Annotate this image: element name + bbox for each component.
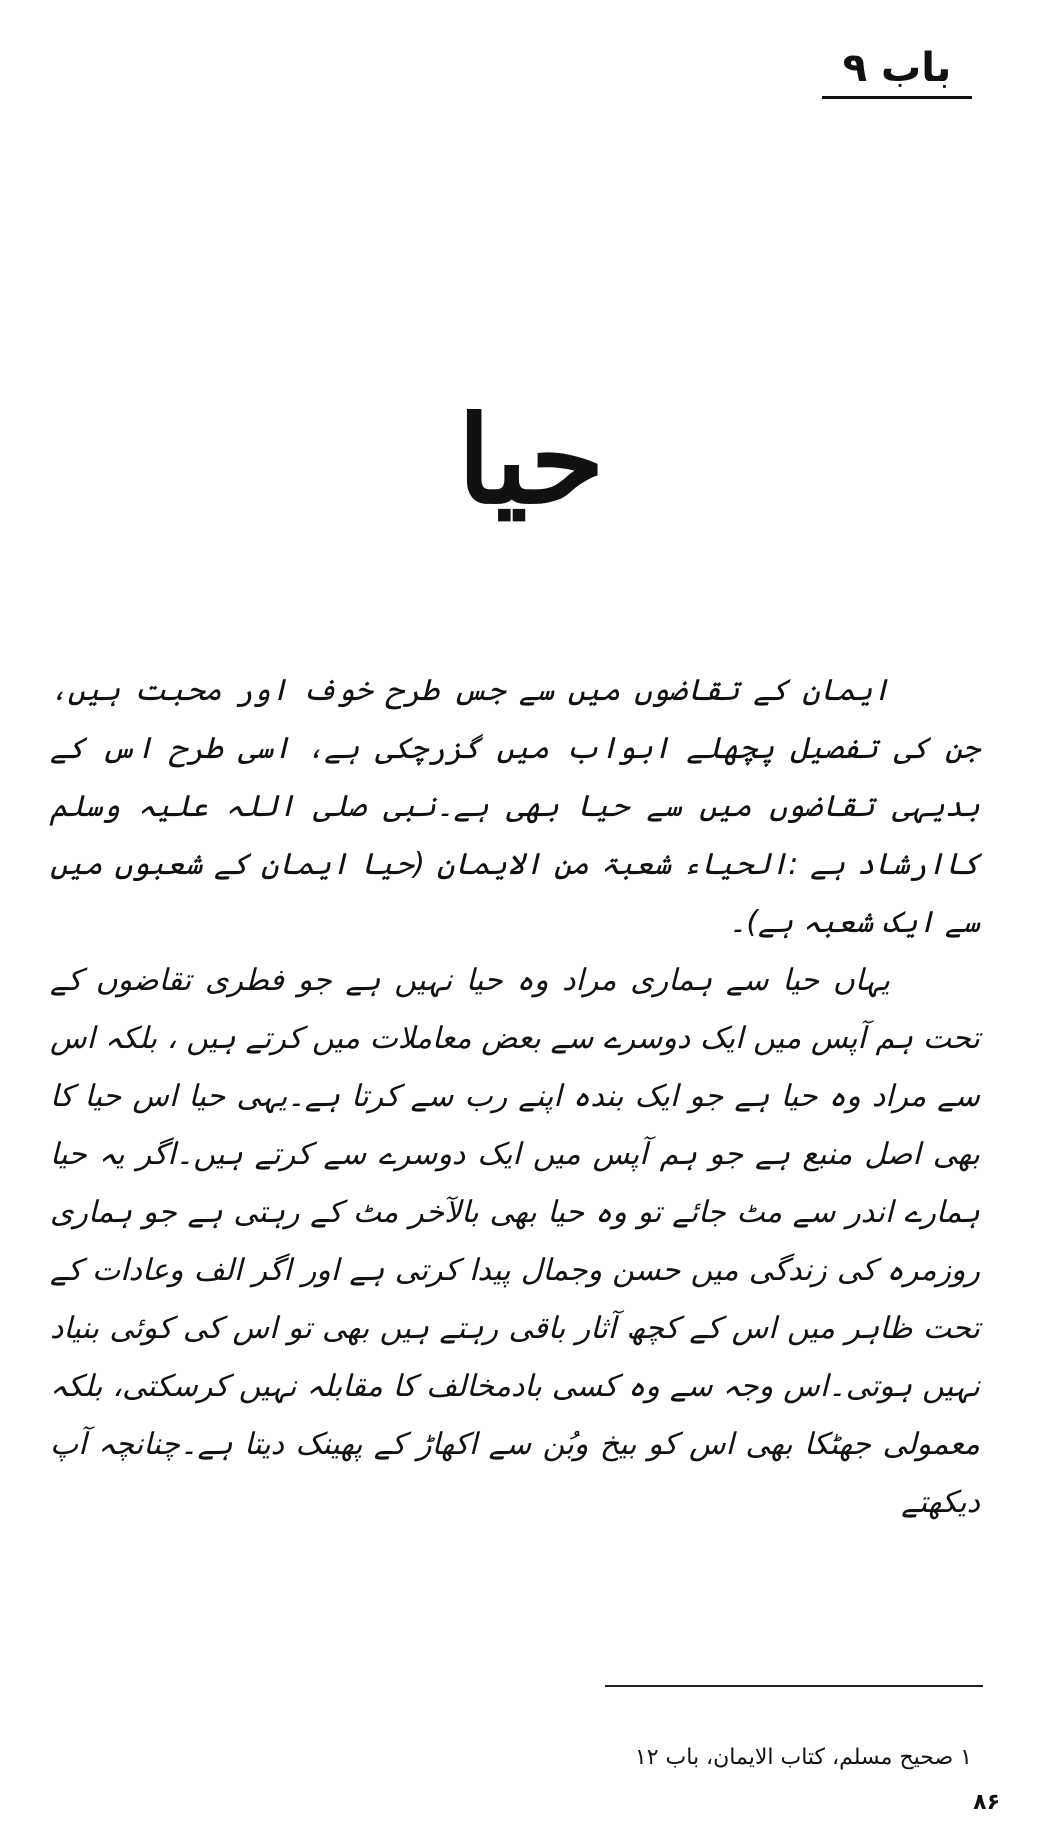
chapter-heading-underline (822, 96, 972, 99)
paragraph: ایمان کے تقاضوں میں سے جس طرح خوف اور محبت ہیں، جن کی تفصیل پچھلے ابواب میں گزرچکی ہے، اسی طرح اس کے بدیہی تقاضوں میں سے حیا بھی ہے۔نبی صلی اللہ علیہ وسلم کاارشاد ہے :الحیاء شعبۃ من الایمان (حیا ایمان کے شعبوں میں سے ایک شعبہ ہے)۔ (50, 673, 980, 940)
body-text (50, 662, 980, 1532)
chapter-heading (822, 45, 972, 99)
page-number: ۸۶ (973, 1790, 1000, 1815)
footnote: ۱ صحیح مسلم، کتاب الایمان، باب ۱۲ (634, 1745, 972, 1770)
paragraph: یہاں حیا سے ہماری مراد وہ حیا نہیں ہے جو فطری تقاضوں کے تحت ہم آپس میں ایک دوسرے سے بعض معاملات میں کرتے ہیں ، بلکہ اس سے مراد وہ حیا ہے جو ایک بندہ اپنے رب سے کرتا ہے۔یہی حیا اس حیا کا بھی اصل منبع ہے جو ہم آپس میں ایک دوسرے سے کرتے ہیں۔اگر یہ حیا ہمارے اندر سے مٹ جائے تو وہ حیا بھی بالآخر مٹ کے رہتی ہے جو ہماری روزمرہ کی زندگی میں حسن وجمال پیدا کرتی ہے اور اگر الف وعادات کے تحت ظاہر میں اس کے کچھ آثار باقی رہتے ہیں بھی تو اس کی کوئی بنیاد نہیں ہوتی۔اس وجہ سے وہ کسی بادمخالف کا مقابلہ نہیں کرسکتی، بلکہ معمولی جھٹکا بھی اس کو بیخ وبُن سے اکھاڑ کے پھینک دیتا ہے۔چنانچہ آپ دیکھتے (50, 963, 980, 1520)
page-title: حیا (457, 390, 605, 531)
footnote-divider (605, 1685, 983, 1687)
chapter-heading-text: باب ۹ (842, 45, 952, 91)
